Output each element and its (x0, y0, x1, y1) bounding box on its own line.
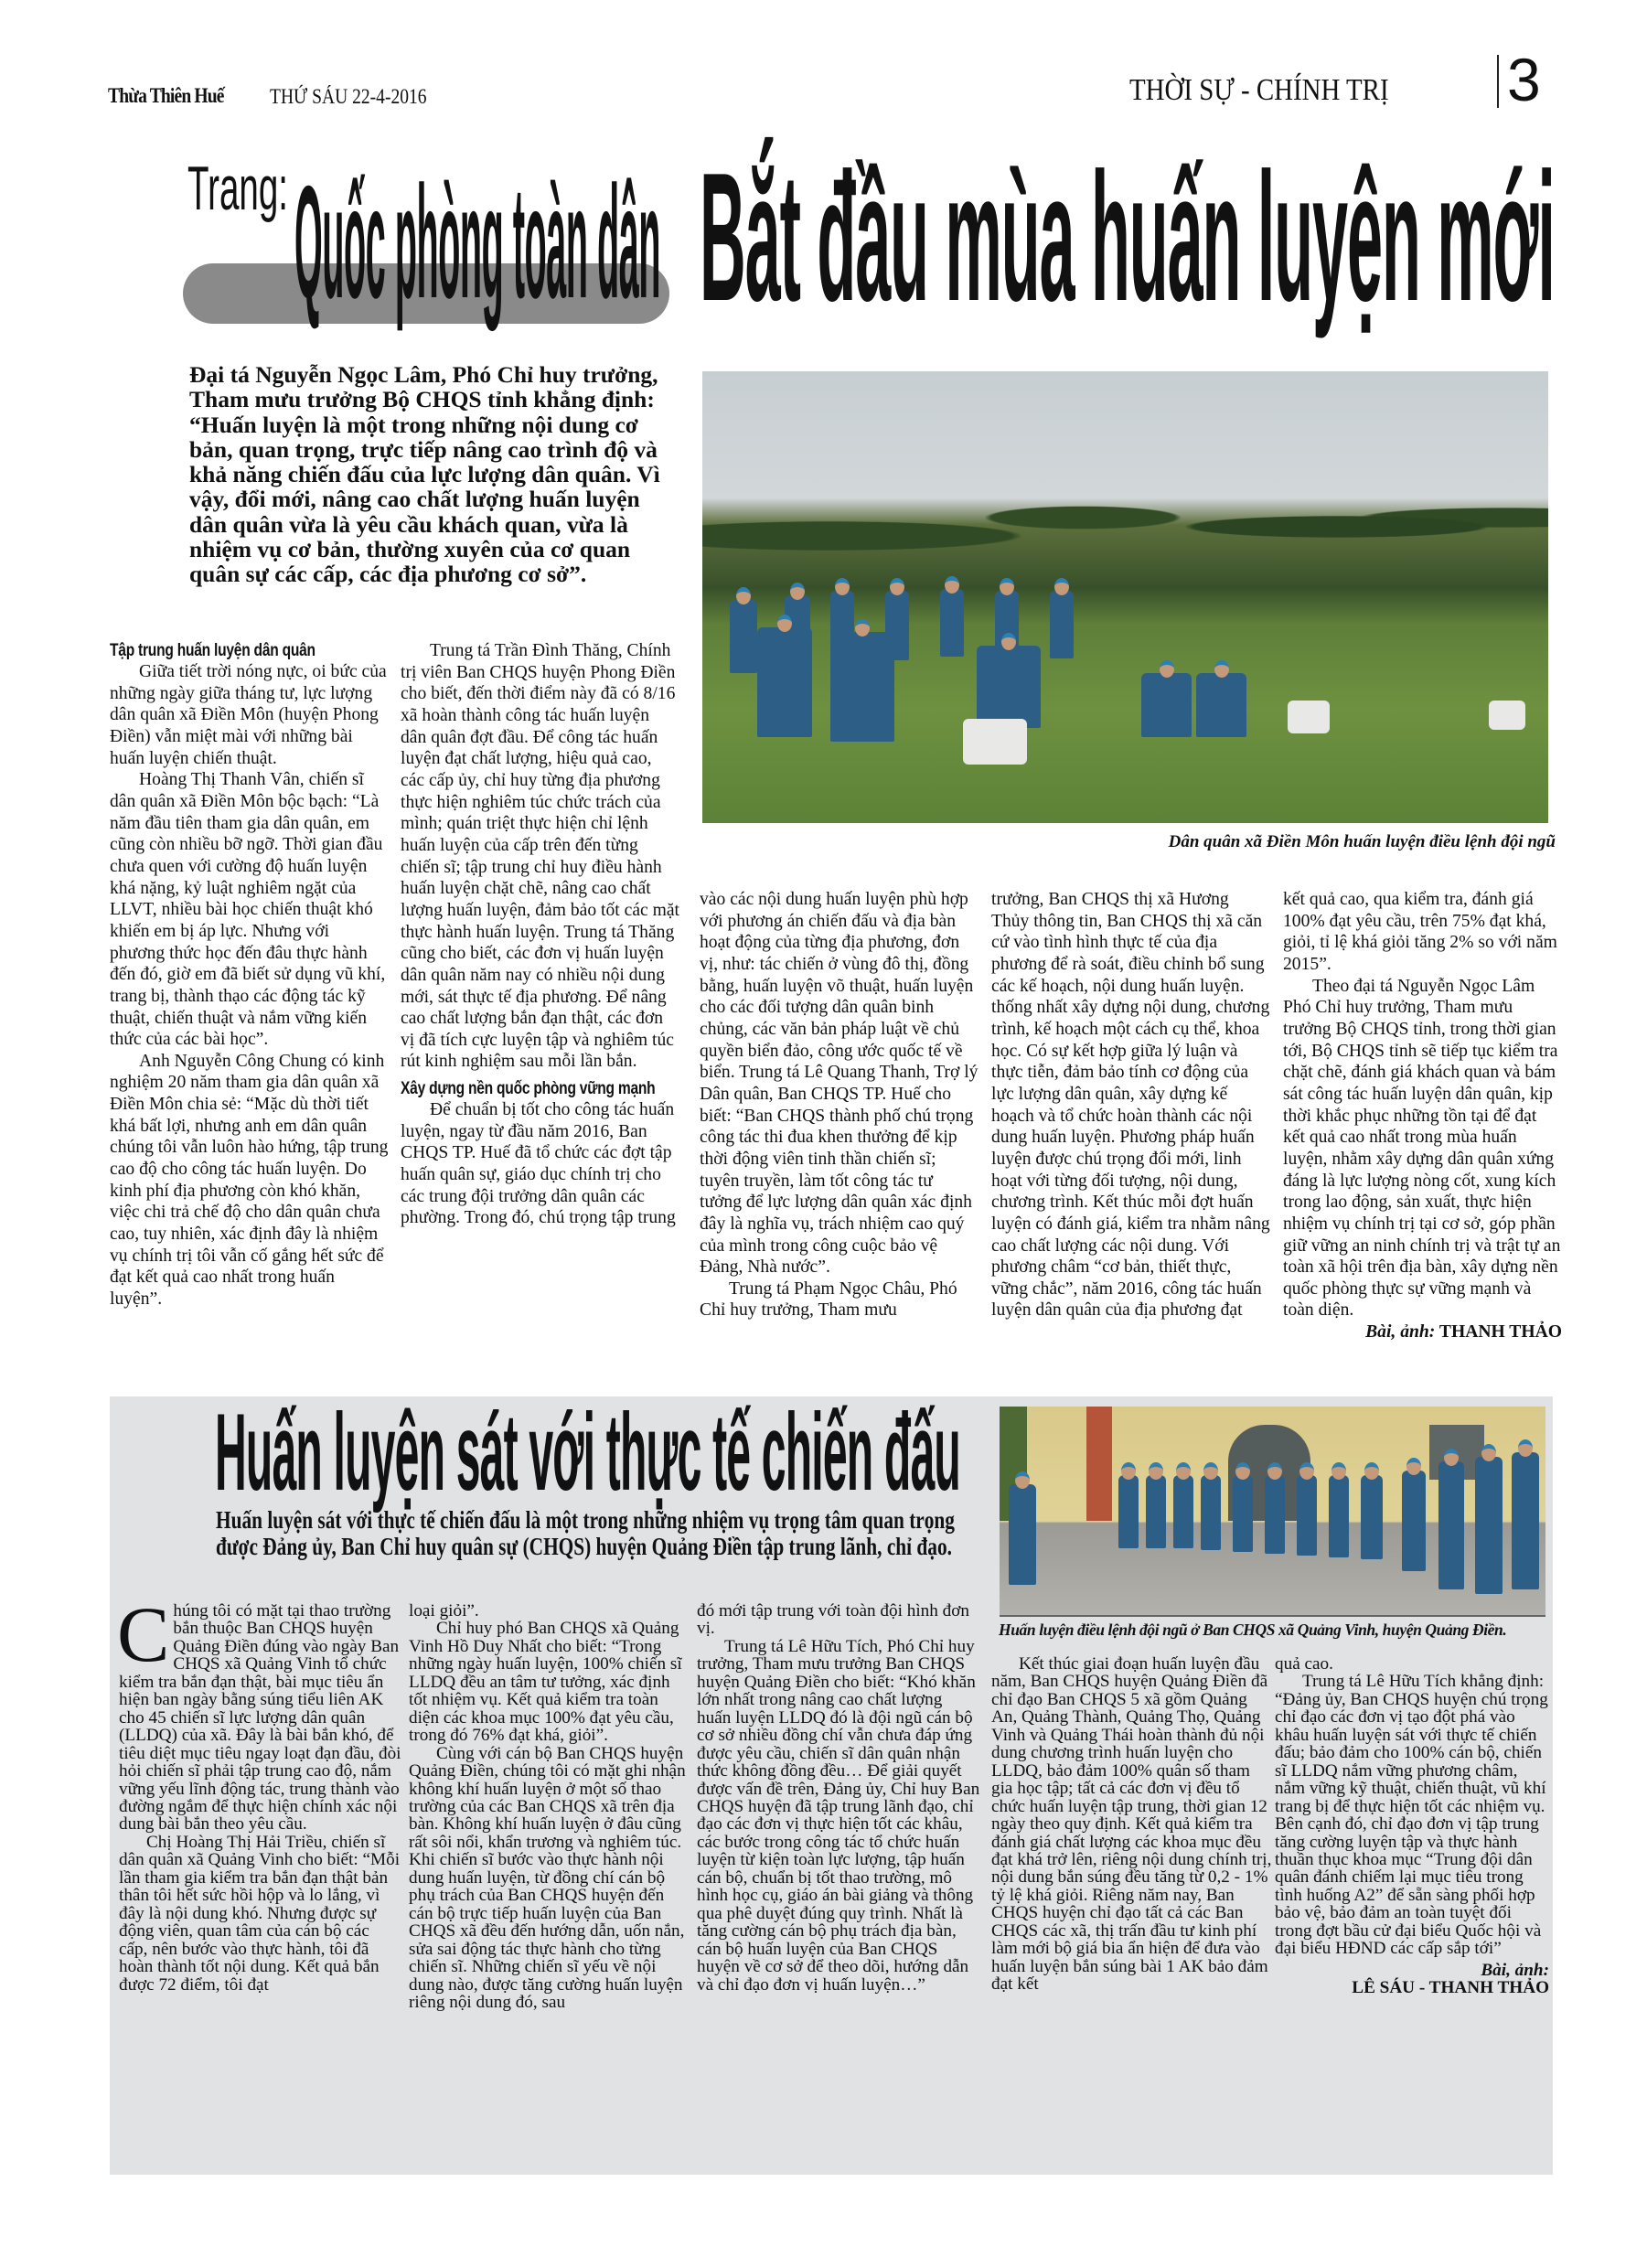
article1-column-5 (1283, 889, 1562, 1343)
section-title: THỜI SỰ - CHÍNH TRỊ (1129, 73, 1389, 107)
article2-column-4 (991, 1655, 1275, 1994)
paragraph: Cùng với cán bộ Ban CHQS huyện Quảng Điền, chúng tôi có mặt ghi nhận không khí huấn luyện ở một số thao trường của các Ban CHQS xã trên địa bàn. Không khí huấn luyện ở đâu cũng rất sôi nổi, khẩn trương và nghiêm túc. Khi chiến sĩ bước vào thực hành nội dung huấn luyện, từ đồng chí cán bộ phụ trách của Ban CHQS huyện đến cán bộ trực tiếp huấn luyện của Ban CHQS xã đều đến hướng dẫn, uốn nắn, sửa sai động tác thực hành cho từng chiến sĩ. Những chiến sĩ yếu về nội dung nào, được tăng cường huấn luyện riêng nội dung đó, sau (409, 1743, 686, 2012)
article2-column-2 (409, 1602, 692, 2011)
article1-column-1 (110, 640, 389, 1311)
paragraph: Trung tá Lê Hữu Tích, Phó Chỉ huy trưởng, Tham mưu trưởng Ban CHQS huyện Quảng Điền cho biết: “Khó khăn lớn nhất trong nâng cao chất lượng huấn luyện LLDQ đó là đội ngũ cán bộ cơ sở nhiều đồng chí vẫn chưa đáp ứng được yêu cầu, chiến sĩ dân quân nhận thức không đồng đều… Để giải quyết được vấn đề trên, Đảng ủy, Chỉ huy Ban CHQS huyện đã tập trung lãnh đạo, chỉ đạo các đơn vị thực hiện tốt các khâu, các bước trong công tác tổ chức huấn luyện từ kiện toàn lực lượng, tập huấn cán bộ, chuẩn bị tốt thao trường, mô hình học cụ, giáo án bài giảng và thông qua phê duyệt đúng quy trình. Nhất là tăng cường cán bộ phụ trách địa bàn, cán bộ huấn luyện của Ban CHQS huyện về cơ sở để theo dõi, hướng dẫn và chỉ đạo đơn vị huấn luyện…” (697, 1636, 980, 1995)
article2-headline: Huấn luyện sát với thực tế chiến đấu (215, 1391, 960, 1514)
byline-name: LÊ SÁU - THANH THẢO (1352, 1978, 1549, 1998)
article1-lead: Đại tá Nguyễn Ngọc Lâm, Phó Chỉ huy trưởng, Tham mưu trưởng Bộ CHQS tỉnh khẳng định: “Huấn luyện là một trong những nội dung cơ bản, quan trọng, trực tiếp nâng cao trình độ và khả năng chiến đấu của lực lượng dân quân. Vì vậy, đổi mới, nâng cao chất lượng huấn luyện dân quân vừa là yêu cầu khách quan, vừa là nhiệm vụ cơ bản, thường xuyên của cơ quan quân sự các cấp, các địa phương cơ sở”. (189, 361, 660, 588)
paragraph: Anh Nguyễn Công Chung có kinh nghiệm 20 năm tham gia dân quân xã Điền Môn chia sẻ: “Mặc dù thời tiết khá bất lợi, nhưng anh em dân quân chúng tôi vẫn luôn hào hứng, tập trung cao độ cho công tác huấn luyện. Do kinh phí địa phương còn khó khăn, việc chi trả chế độ cho dân quân chưa cao, tuy nhiên, xác định đây là nhiệm vụ chính trị tôi vẫn cố gắng hết sức để đạt kết quả cao nhất trong huấn luyện”. (110, 1051, 389, 1310)
paragraph: loại giỏi”. (409, 1601, 479, 1621)
page-tag-prefix: Trang: (187, 154, 289, 223)
paragraph: trưởng, Ban CHQS thị xã Hương Thủy thông tin, Ban CHQS thị xã căn cứ vào tình hình thực tế của địa phương để rà soát, điều chỉnh bổ sung các kế hoạch, nội dung huấn luyện. thống nhất xây dựng nội dung, chương trình, kế hoạch một cách cụ thể, khoa học. Có sự kết hợp giữa lý luận và thực tiễn, đảm bảo tính cơ động của lực lượng dân quân, xây dựng kế hoạch và tổ chức hoàn thành các nội dung huấn luyện. Phương pháp huấn luyện được chú trọng đổi mới, linh hoạt với từng đối tượng, nội dung, chương trình. Kết thúc mỗi đợt huấn luyện có đánh giá, kiểm tra nhằm nâng cao chất lượng các nội dung. Với phương châm “cơ bản, thiết thực, vững chắc”, năm 2016, công tác huấn luyện dân quân của địa phương đạt (991, 890, 1270, 1321)
paragraph (117, 1590, 402, 1835)
paragraph: quả cao. (1275, 1654, 1333, 1674)
paragraph-text: húng tôi có mặt tại thao trường bắn thuộc Ban CHQS huyện Quảng Điền đúng vào ngày Ban CHQS xã Quảng Vinh tổ chức kiểm tra bắn đạn thật, bài mục tiêu ẩn hiện ban ngày bằng súng tiểu liên AK cho 45 chiến sĩ lực lượng dân quân (LLDQ) của xã. Đây là bài bắn khó, để tiêu diệt mục tiêu ngay loạt đạn đầu, đòi hỏi chiến sĩ phải tập trung cao độ, nắm vững yếu lĩnh động tác, trung thành vào đường ngắm để thực hiện chính xác nội dung bài bắn theo yêu cầu. (119, 1601, 401, 1835)
issue-date: THỨ SÁU 22-4-2016 (270, 85, 427, 108)
page-number: 3 (1507, 46, 1541, 113)
byline-label: Bài, ảnh: (1481, 1960, 1549, 1980)
paragraph: Trung tá Trần Đình Thăng, Chính trị viên Ban CHQS huyện Phong Điền cho biết, đến thời điểm này đã có 8/16 xã hoàn thành công tác huấn luyện dân quân đợt đầu. Để công tác huấn luyện đạt chất lượng, hiệu quả cao, các cấp ủy, chỉ huy từng địa phương thực hiện nghiêm túc chức trách của mình; quán triệt thực hiện chỉ lệnh huấn luyện của cấp trên đến từng chiến sĩ; tập trung chỉ huy điều hành huấn luyện chặt chẽ, nâng cao chất lượng huấn luyện, đảm bảo tốt các mặt thực hành huấn luyện. Trung tá Thăng cũng cho biết, các đơn vị huấn luyện dân quân năm nay có nhiều nội dung mới, sát thực tế địa phương. Để nâng cao chất lượng bắn đạn thật, các đơn vị đã tích cực luyện tập và nghiêm túc rút kinh nghiệm sau mỗi lần bắn. (401, 641, 680, 1072)
article1-column-4 (991, 889, 1270, 1321)
paragraph: Trung tá Lê Hữu Tích khẳng định: “Đảng ủy, Ban CHQS huyện chú trọng chỉ đạo các đơn vị tạo đột phá vào khâu huấn luyện sát với thực tế chiến đấu; bảo đảm cho 100% cán bộ, chiến sĩ LLDQ nắm vững phương châm, nắm vững kỹ thuật, chiến thuật, vũ khí trang bị để thực hiện tốt các nhiệm vụ. Bên cạnh đó, chỉ đạo đơn vị tập trung tăng cường luyện tập và thực hành thuần thục khoa mục “Trung đội dân quân đánh chiếm lại mục tiêu trong tình huống A2” để sẵn sàng phối hợp bảo vệ, bảo đảm an toàn tuyệt đối trong đợt bầu cử đại biểu Quốc hội và đại biểu HĐND các cấp sắp tới” (1275, 1672, 1548, 1959)
byline-label: Bài, ảnh: (1365, 1322, 1436, 1343)
paragraph: Giữa tiết trời nóng nực, oi bức của những ngày giữa tháng tư, lực lượng dân quân xã Điền Môn (huyện Phong Điền) vẫn miệt mài với những bài huấn luyện chiến thuật. (110, 662, 387, 768)
article2-photo-caption: Huấn luyện điều lệnh đội ngũ ở Ban CHQS xã Quảng Vinh, huyện Quảng Điền. (999, 1621, 1507, 1639)
paragraph: Kết thúc giai đoạn huấn luyện đầu năm, Ban CHQS huyện Quảng Điền đã chỉ đạo Ban CHQS 5 xã gồm Quảng An, Quảng Thành, Quảng Thọ, Quảng Vinh và Quảng Thái hoàn thành đủ nội dung chương trình huấn luyện cho LLDQ, bảo đảm 100% quân số tham gia học tập; tất cả các đơn vị đều tổ chức huấn luyện tập trung, thời gian 12 ngày theo quy định. Kết quả kiểm tra đánh giá chất lượng các khoa mục đều đạt khá trở lên, riêng nội dung chính trị, nội dung bắn súng đều tăng từ 0,2 - 1% tỷ lệ khá giỏi. Riêng năm nay, Ban CHQS huyện chỉ đạo tất cả các Ban CHQS các xã, thị trấn đầu tư kinh phí làm mới bộ giá bia ẩn hiện để đưa vào huấn luyện bắn súng bài 1 AK bảo đảm đạt kết (991, 1654, 1272, 1995)
subhead: Tập trung huấn luyện dân quân (110, 641, 315, 660)
paragraph: vào các nội dung huấn luyện phù hợp với phương án chiến đấu và địa bàn hoạt động của từng địa phương, đơn vị, như: tác chiến ở vùng đô thị, đồng bằng, huấn luyện võ thuật, huấn luyện cho các đối tượng dân quân binh chủng, các văn bản pháp luật về chủ quyền biển đảo, công ước quốc tế về biển. Trung tá Lê Quang Thanh, Trợ lý Dân quân, Ban CHQS TP. Huế cho biết: “Ban CHQS thành phố chú trọng công tác thi đua khen thưởng để kịp thời động viên tinh thần chiến sĩ; tuyên truyền, làm tốt công tác tư tưởng để lực lượng dân quân xác định đây là nghĩa vụ, trách nhiệm cao quý của mình trong công cuộc bảo vệ Đảng, Nhà nước”. (700, 890, 979, 1278)
article1-headline: Bắt đầu mùa huấn luyện mới (700, 135, 1555, 339)
paragraph: kết quả cao, qua kiểm tra, đánh giá 100% đạt yêu cầu, trên 75% đạt khá, giỏi, tỉ lệ khá giỏi tăng 2% so với năm 2015”. (1283, 890, 1557, 974)
paragraph: Chị Hoàng Thị Hải Triều, chiến sĩ dân quân xã Quảng Vinh cho biết: “Mỗi lần tham gia kiểm tra bắn đạn thật bản thân tôi hết sức hồi hộp và lo lắng, vì đây là nội dung khó. Nhưng được sự động viên, quan tâm của cán bộ các cấp, nên bước vào thực hành, tôi đã hoàn thành tốt nội dung. Kết quả bắn được 72 điểm, tôi đạt (119, 1832, 401, 1995)
paragraph: Trung tá Phạm Ngọc Châu, Phó Chỉ huy trưởng, Tham mưu (700, 1278, 957, 1321)
article2-lead: Huấn luyện sát với thực tế chiến đấu là một trong những nhiệm vụ trọng tâm quan trọng được Đảng ủy, Ban Chỉ huy quân sự (CHQS) huyện Quảng Điền tập trung lãnh, chỉ đạo. (216, 1506, 955, 1560)
article2-column-5 (1275, 1655, 1549, 1997)
paragraph: Chỉ huy phó Ban CHQS xã Quảng Vinh Hồ Duy Nhất cho biết: “Trong những ngày huấn luyện, 100% chiến sĩ LLDQ đều an tâm tư tưởng, xác định tốt nhiệm vụ. Kết quả kiểm tra toàn diện các khoa mục 100% đạt yêu cầu, trong đó 76% đạt khá, giỏi”. (409, 1619, 682, 1746)
header-divider (1497, 55, 1499, 108)
paragraph: đó mới tập trung với toàn đội hình đơn vị. (697, 1601, 969, 1639)
article1-column-3 (700, 889, 979, 1321)
paragraph: Theo đại tá Nguyễn Ngọc Lâm Phó Chỉ huy trưởng, Tham mưu trưởng Bộ CHQS tỉnh, trong thời gian tới, Bộ CHQS tỉnh sẽ tiếp tục kiểm tra chặt chẽ, đánh giá khách quan và bám sát công tác huấn luyện dân quân, kịp thời khắc phục những tồn tại để đạt kết quả cao nhất trong mùa huấn luyện, nhằm xây dựng dân quân xứng đáng là lực lượng nòng cốt, xung kích trong lao động, sản xuất, thực hiện nhiệm vụ chính trị tại cơ sở, góp phần giữ vững an ninh chính trị và trật tự an toàn xã hội trên địa bàn, xây dựng nền quốc phòng thực sự vững mạnh và toàn diện. (1283, 976, 1561, 1321)
subhead: Xây dựng nền quốc phòng vững mạnh (401, 1079, 656, 1099)
article2-byline (1275, 1962, 1549, 1997)
paragraph: Hoàng Thị Thanh Vân, chiến sĩ dân quân xã Điền Môn bộc bạch: “Là năm đầu tiên tham gia dân quân, em cũng còn nhiều bỡ ngỡ. Thời gian đầu chưa quen với cường độ huấn luyện khá nặng, kỷ luật nghiêm ngặt của LLVT, nhiều bài học chiến thuật khó khiến em bị áp lực. Nhưng với phương thức học đến đâu thực hành đến đó, giờ em đã biết sử dụng vũ khí, trang bị, thành thạo các động tác kỹ thuật, chiến thuật và nắm vững kiến thức của các bài học”. (110, 770, 386, 1050)
article1-byline (1283, 1321, 1562, 1343)
drop-cap: C (117, 1590, 170, 1678)
article2-column-1 (117, 1590, 402, 1995)
paragraph: Để chuẩn bị tốt cho công tác huấn luyện, ngay từ đầu năm 2016, Ban CHQS TP. Huế đã tổ chức các đợt tập huấn quân sự, giáo dục chính trị cho các trung đội trưởng dân quân các phường. Trong đó, chú trọng tập trung (401, 1100, 676, 1228)
article1-column-2 (401, 640, 679, 1229)
page-tag-title: Quốc phòng toàn dân (294, 154, 661, 332)
article2-photo (1000, 1407, 1545, 1617)
masthead: Thừa Thiên Huế (108, 84, 224, 107)
article1-photo-caption: Dân quân xã Điền Môn huấn luyện điều lệnh đội ngũ (1168, 832, 1556, 851)
article2-column-3 (697, 1602, 980, 1994)
article1-photo (702, 371, 1548, 823)
byline-name: THANH THẢO (1438, 1322, 1562, 1343)
